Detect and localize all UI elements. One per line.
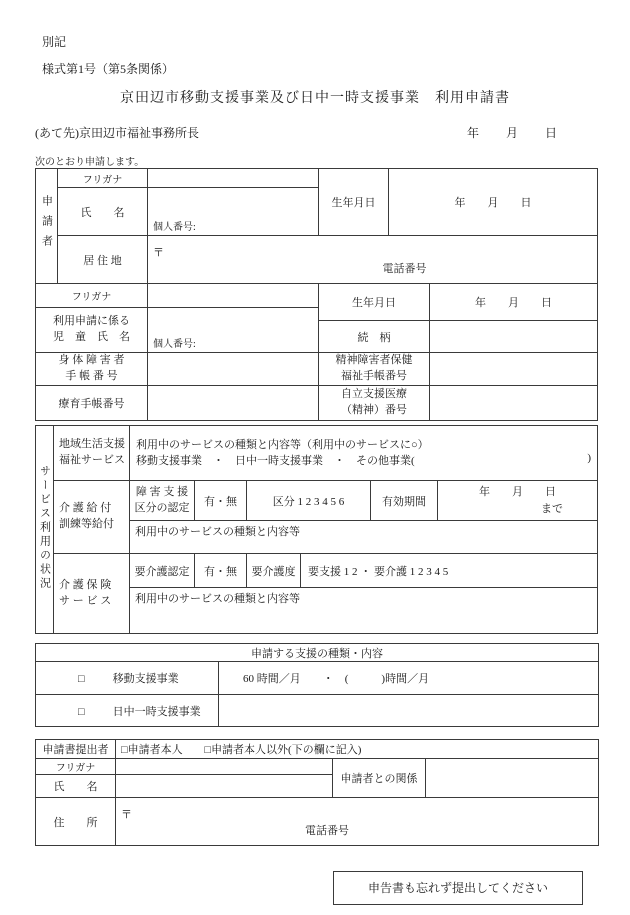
- daycare-checkbox[interactable]: □: [78, 705, 85, 718]
- submitter-furigana-input[interactable]: [116, 759, 333, 775]
- service-options-line[interactable]: 移動支援事業 ・ 日中一時支援事業 ・ その他事業( ): [136, 451, 592, 467]
- applicant-residence-label: 居 住 地: [58, 236, 148, 284]
- physical-handbook-input[interactable]: [148, 353, 319, 386]
- submitter-name-input[interactable]: [116, 775, 333, 798]
- mental-handbook-label: 精神障害者保健 福祉手帳番号: [319, 353, 430, 386]
- mobility-checkbox[interactable]: □: [78, 673, 85, 685]
- other-checkbox[interactable]: □: [204, 744, 212, 756]
- submitter-option-other[interactable]: □申請者本人以外(下の欄に記入): [204, 744, 362, 756]
- appendix-note: 別記: [42, 35, 67, 49]
- child-personal-number-label: 個人番号:: [153, 339, 196, 350]
- community-service-label: 地域生活支援 福祉サービス: [54, 426, 130, 481]
- request-table: [35, 643, 599, 727]
- submitter-address-label: 住 所: [36, 798, 116, 846]
- request-row-daycare: [36, 695, 219, 727]
- care-benefit-label: 介 護 給 付 訓練等給付: [54, 481, 130, 554]
- care-level-options[interactable]: 要支援 1 2 ・ 要介護 1 2 3 4 5: [301, 554, 598, 588]
- relation-to-applicant-label: 申請者との関係: [333, 759, 426, 798]
- submitter-phone-label: 電話番号: [305, 825, 350, 837]
- in-use-services-label: 利用中のサービスの種類と内容等: [135, 593, 300, 605]
- applicant-table: [35, 168, 598, 421]
- relation-label: 続 柄: [319, 321, 430, 353]
- child-birthdate-value[interactable]: 年 月 日: [430, 284, 598, 321]
- valid-period-label: 有効期間: [371, 481, 438, 521]
- applicant-vertical-label: 申請者: [36, 169, 58, 284]
- submitter-name-label: 氏 名: [36, 775, 116, 798]
- service-status-table: [35, 425, 598, 634]
- medical-support-input[interactable]: [430, 385, 598, 420]
- applicant-furigana-label: フリガナ: [58, 169, 148, 188]
- submitter-table: [35, 739, 599, 846]
- in-use-services-header: 利用中のサービスの種類と内容等（利用中のサービスに○）: [136, 438, 429, 451]
- in-use-services-label: 利用中のサービスの種類と内容等: [135, 526, 300, 538]
- daycare-content-field[interactable]: [219, 695, 599, 727]
- footer-note: 申告書も忘れず提出してください: [333, 871, 583, 905]
- submitter-option-self[interactable]: □申請者本人: [121, 744, 183, 756]
- care-insurance-label: 介 護 保 険 サ ー ビ ス: [54, 554, 130, 634]
- child-furigana-label: フリガナ: [36, 284, 148, 308]
- request-header: 申請する支援の種類・内容: [36, 644, 599, 662]
- care-cert-yes-no-option[interactable]: 有・無: [195, 554, 247, 588]
- mobility-label: 移動支援事業: [112, 673, 179, 685]
- mental-handbook-input[interactable]: [430, 353, 598, 386]
- service-status-vertical-label: サービス利用の状況: [36, 426, 54, 634]
- category-options[interactable]: 区分 1 2 3 4 5 6: [247, 481, 371, 521]
- applicant-name-label: 氏 名: [58, 188, 148, 236]
- rehab-handbook-input[interactable]: [148, 385, 319, 420]
- intro-text: 次のとおり申請します。: [35, 157, 145, 168]
- postal-mark: 〒: [153, 247, 164, 259]
- child-furigana-input[interactable]: [148, 284, 319, 308]
- care-cert-label: 要介護認定: [130, 554, 195, 588]
- valid-period-value[interactable]: 年 月 日 まで: [438, 481, 598, 521]
- applicant-furigana-input[interactable]: [148, 169, 319, 188]
- child-name-label: 利用申請に係る 児 童 氏 名: [36, 308, 148, 353]
- submitter-options: [116, 740, 599, 759]
- applicant-name-input[interactable]: [148, 188, 319, 236]
- page-title: 京田辺市移動支援事業及び日中一時支援事業 利用申請書: [120, 91, 510, 106]
- addressee-label: (あて先)京田辺市福祉事務所長: [35, 126, 199, 140]
- category-yes-no-option[interactable]: 有・無: [195, 481, 247, 521]
- care-level-label: 要介護度: [247, 554, 301, 588]
- form-number: 様式第1号（第5条関係）: [42, 62, 175, 76]
- applicant-personal-number-label: 個人番号:: [153, 222, 196, 233]
- relation-to-applicant-input[interactable]: [426, 759, 599, 798]
- medical-support-label: 自立支援医療 （精神）番号: [319, 385, 430, 420]
- date-field[interactable]: 年 月 日: [466, 126, 558, 140]
- submitter-furigana-label: フリガナ: [36, 759, 116, 775]
- submitter-label: 申請書提出者: [36, 740, 116, 759]
- relation-input[interactable]: [430, 321, 598, 353]
- daycare-label: 日中一時支援事業: [112, 705, 201, 718]
- disability-category-label: 障 害 支 援 区分の認定: [130, 481, 195, 521]
- rehab-handbook-label: 療育手帳番号: [36, 385, 148, 420]
- applicant-birthdate-value[interactable]: 年 月 日: [389, 169, 598, 236]
- request-row-mobility: [36, 662, 219, 695]
- community-service-content[interactable]: [130, 426, 598, 481]
- child-birthdate-label: 生年月日: [319, 284, 430, 321]
- applicant-birthdate-label: 生年月日: [319, 169, 389, 236]
- applicant-phone-label: 電話番号: [382, 263, 427, 275]
- physical-handbook-label: 身 体 障 害 者 手 帳 番 号: [36, 353, 148, 386]
- mobility-hours-field[interactable]: 60 時間／月 ・ ( )時間／月: [219, 662, 599, 695]
- self-checkbox[interactable]: □: [121, 744, 128, 756]
- postal-mark: 〒: [121, 809, 132, 821]
- child-name-input[interactable]: [148, 308, 319, 353]
- care-insurance-services-input[interactable]: [130, 588, 598, 634]
- submitter-address-input[interactable]: [116, 798, 599, 846]
- care-benefit-services-input[interactable]: [130, 521, 598, 554]
- addressee-row: [35, 124, 598, 141]
- applicant-residence-input[interactable]: [148, 236, 598, 284]
